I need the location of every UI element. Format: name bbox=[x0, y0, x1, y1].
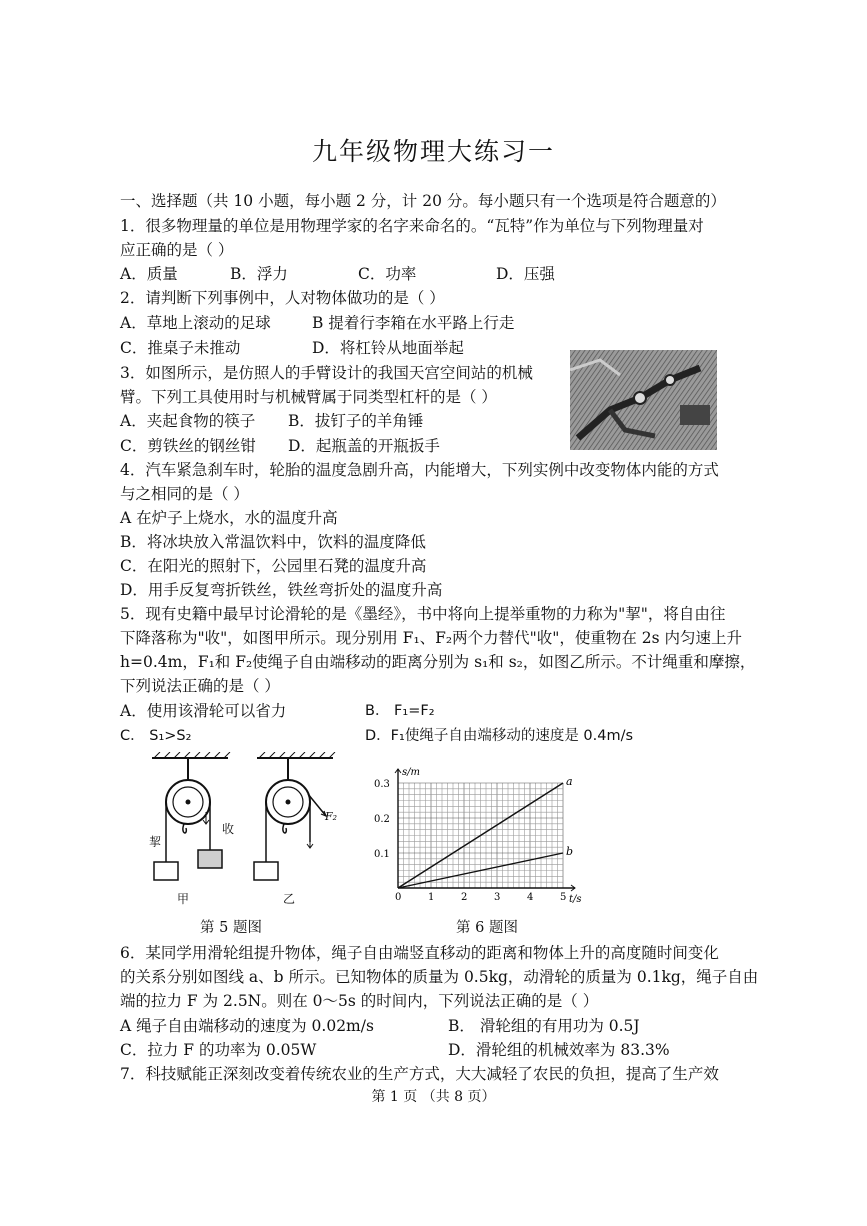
q4-option-a: A 在炉子上烧水，水的温度升高 bbox=[120, 509, 338, 527]
q6-option-a: A 绳子自由端移动的速度为 0.02m/s bbox=[120, 1017, 374, 1035]
y-tick-label: 0.3 bbox=[374, 779, 390, 790]
q3-option-b: B．拔钉子的羊角锤 bbox=[288, 412, 424, 430]
q5-option-a: A．使用该滑轮可以省力 bbox=[120, 702, 287, 720]
q1-option-a: A．质量 bbox=[120, 265, 178, 283]
x-tick-label: 4 bbox=[527, 892, 534, 903]
q1-option-d: D．压强 bbox=[496, 265, 555, 283]
x-tick-label: 1 bbox=[428, 892, 435, 903]
caption-fig5: 第 5 题图 bbox=[200, 920, 262, 936]
q4-stem-line1: 4．汽车紧急刹车时，轮胎的温度急剧升高，内能增大，下列实例中改变物体内能的方式 bbox=[120, 461, 719, 479]
y-tick-label: 0.2 bbox=[374, 814, 390, 825]
q5-option-b: B． F₁=F₂ bbox=[365, 703, 435, 719]
label-jia: 甲 bbox=[177, 892, 190, 906]
robotic-arm-photo bbox=[570, 350, 717, 450]
q5-stem-line3: h=0.4m，F₁和 F₂使绳子自由端移动的距离分别为 s₁和 s₂，如图乙所示。不计绳重和摩擦， bbox=[120, 653, 756, 671]
caption-fig6: 第 6 题图 bbox=[456, 920, 518, 936]
q1-stem-line1: 1．很多物理量的单位是用物理学家的名字来命名的。“瓦特”作为单位与下列物理量对 bbox=[120, 217, 704, 235]
q5-stem-line1: 5．现有史籍中最早讨论滑轮的是《墨经》，书中将向上提举重物的力称为"挈"，将自由往 bbox=[120, 605, 726, 623]
series-label-b: b bbox=[566, 845, 574, 858]
q1-option-c: C．功率 bbox=[358, 265, 417, 283]
label-qie: 挈 bbox=[149, 835, 162, 849]
label-shou: 收 bbox=[222, 822, 235, 836]
q5-stem-line2: 下降落称为"收"，如图甲所示。现分别用 F₁、F₂两个力替代"收"，使重物在 2s 内匀速上升 bbox=[120, 629, 743, 647]
q6-option-b: B． 滑轮组的有用功为 0.5J bbox=[448, 1017, 640, 1035]
q2-stem: 2．请判断下列事例中，人对物体做功的是（ ） bbox=[120, 289, 445, 307]
q2-option-d: D．将杠铃从地面举起 bbox=[312, 339, 464, 357]
q6-option-c: C．拉力 F 的功率为 0.05W bbox=[120, 1041, 317, 1059]
series-label-a: a bbox=[566, 775, 573, 788]
q4-option-d: D．用手反复弯折铁丝，铁丝弯折处的温度升高 bbox=[120, 581, 443, 599]
x-axis-label: t/s bbox=[569, 894, 582, 903]
x-tick-label: 0 bbox=[395, 892, 402, 903]
q6-stem-line2: 的关系分别如图线 a、b 所示。已知物体的质量为 0.5kg，动滑轮的质量为 0.1kg，绳子自由 bbox=[120, 968, 759, 986]
page-title: 九年级物理大练习一 bbox=[311, 137, 555, 166]
label-force-f2: F₂ bbox=[325, 810, 338, 823]
distance-time-chart bbox=[370, 758, 585, 903]
q3-option-d: D．起瓶盖的开瓶扳手 bbox=[288, 437, 440, 455]
q3-stem-line2: 臂。下列工具使用时与机械臂属于同类型杠杆的是（ ） bbox=[120, 388, 497, 406]
page-footer: 第 1 页 （共 8 页） bbox=[371, 1089, 496, 1105]
pulley-jia bbox=[152, 752, 230, 880]
q5-option-c: C． S₁>S₂ bbox=[120, 728, 192, 744]
q7-stem-line1: 7．科技赋能正深刻改变着传统农业的生产方式，大大减轻了农民的负担，提高了生产效 bbox=[120, 1065, 719, 1083]
q5-option-d: D．F₁使绳子自由端移动的速度是 0.4m/s bbox=[365, 728, 634, 744]
q4-option-b: B．将冰块放入常温饮料中，饮料的温度降低 bbox=[120, 533, 426, 551]
x-tick-label: 5 bbox=[560, 892, 567, 903]
q6-stem-line3: 端的拉力 F 为 2.5N。则在 0～5s 的时间内，下列说法正确的是（ ） bbox=[120, 992, 599, 1010]
x-tick-label: 2 bbox=[461, 892, 468, 903]
pulley-figure bbox=[140, 752, 355, 907]
q4-stem-line2: 与之相同的是（ ） bbox=[120, 485, 249, 503]
y-axis-label: s/m bbox=[402, 767, 420, 778]
q3-stem-line1: 3．如图所示，是仿照人的手臂设计的我国天宫空间站的机械 bbox=[120, 364, 533, 382]
q3-option-c: C．剪铁丝的钢丝钳 bbox=[120, 437, 256, 455]
section-heading: 一、选择题（共 10 小题，每小题 2 分，计 20 分。每小题只有一个选项是符合题意的） bbox=[120, 192, 726, 210]
q5-stem-line4: 下列说法正确的是（ ） bbox=[120, 677, 280, 695]
q2-option-c: C．推桌子未推动 bbox=[120, 339, 241, 357]
q2-option-a: A．草地上滚动的足球 bbox=[120, 314, 271, 332]
q2-option-b: B 提着行李箱在水平路上行走 bbox=[312, 314, 515, 332]
q1-stem-line2: 应正确的是（ ） bbox=[120, 241, 234, 259]
q4-option-c: C．在阳光的照射下，公园里石凳的温度升高 bbox=[120, 557, 427, 575]
q6-option-d: D．滑轮组的机械效率为 83.3% bbox=[448, 1041, 670, 1059]
q1-option-b: B．浮力 bbox=[230, 265, 288, 283]
q3-option-a: A．夹起食物的筷子 bbox=[120, 412, 256, 430]
label-yi: 乙 bbox=[283, 892, 296, 906]
y-tick-label: 0.1 bbox=[374, 849, 390, 860]
x-tick-label: 3 bbox=[494, 892, 501, 903]
q6-stem-line1: 6．某同学用滑轮组提升物体，绳子自由端竖直移动的距离和物体上升的高度随时间变化 bbox=[120, 944, 719, 962]
pulley-yi bbox=[254, 752, 338, 880]
